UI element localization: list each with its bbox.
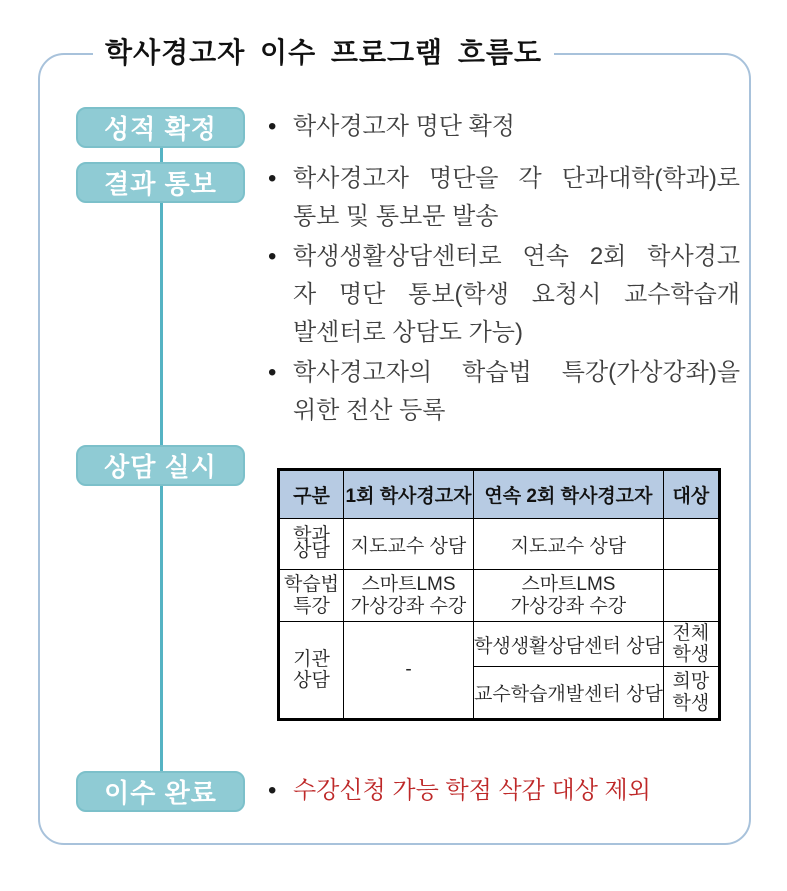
bullet-line: 학사경고자 명단을 각 단과대학(학과)로	[293, 165, 740, 192]
table-cell-second: 학생생활상담센터 상담	[474, 622, 664, 667]
bullet-list	[268, 108, 740, 430]
table-cell-second	[474, 570, 664, 622]
bullet-item	[268, 354, 740, 430]
table-cell-category	[279, 622, 344, 720]
stage-box-grade-confirmation	[76, 107, 245, 148]
bullet-dot-icon: •	[268, 359, 277, 386]
bullet-line: 학사경고자의 학습법 특강(가상강좌)을	[293, 359, 740, 386]
table-header-second-warning: 연속 2회 학사경고자	[474, 470, 664, 519]
bullet-item	[268, 108, 740, 146]
stage-label: 이수 완료	[104, 778, 217, 808]
table-cell-category	[279, 519, 344, 570]
bullet-dot-icon: •	[268, 243, 277, 270]
table-cell-target	[663, 519, 719, 570]
bullet-dot-icon: •	[268, 113, 277, 140]
table-cell-target	[663, 570, 719, 622]
table-header-target: 대상	[663, 470, 719, 519]
table-cell-second: 교수학습개발센터 상담	[474, 667, 664, 720]
stage-box-result-notification	[76, 162, 245, 203]
bullet-line: 자 명단 통보(학생 요청시 교수학습개	[293, 281, 740, 308]
completion-note	[268, 772, 651, 810]
cell-line: 특강	[293, 595, 330, 617]
cell-line: 학생	[672, 692, 710, 714]
cell-line: 전체	[672, 622, 710, 644]
table-cell-first: 지도교수 상담	[344, 519, 474, 570]
page-title: 학사경고자 이수 프로그램 흐름도	[93, 35, 554, 71]
bullet-item	[268, 238, 740, 352]
cell-line: 희망	[672, 671, 710, 693]
cell-line: 스마트LMS	[361, 574, 456, 596]
bullet-line: 위한 전산 등록	[293, 397, 446, 424]
stage-label: 결과 통보	[104, 169, 217, 199]
cell-line: 스마트LMS	[521, 574, 616, 596]
cell-line: 학과	[293, 525, 330, 547]
table-cell-second: 지도교수 상담	[474, 519, 664, 570]
bullet-line: 학사경고자 명단 확정	[293, 113, 515, 140]
table-cell-target	[663, 622, 719, 667]
bullet-line: 통보 및 통보문 발송	[293, 203, 499, 230]
table-cell-first: -	[344, 622, 474, 720]
bullet-dot-icon: •	[268, 777, 277, 804]
cell-line: 가상강좌 수강	[350, 595, 467, 617]
bullet-text	[293, 108, 740, 146]
counseling-table	[277, 468, 721, 721]
cell-line: 기관	[293, 648, 330, 670]
table-row-org-counsel-top	[279, 622, 720, 667]
cell-line: 학생	[672, 644, 710, 665]
stage-label: 상담 실시	[104, 452, 217, 482]
bullet-line: 발센터로 상담도 가능)	[293, 319, 523, 346]
stage-box-counseling	[76, 445, 245, 486]
cell-line: 가상강좌 수강	[510, 595, 627, 617]
bullet-text	[293, 354, 740, 430]
table-header-row	[279, 470, 720, 519]
table-header-category: 구분	[279, 470, 344, 519]
cell-line: 상담	[293, 670, 330, 691]
cell-line: 상담	[293, 540, 330, 561]
bullet-text	[293, 160, 740, 236]
stage-box-completion	[76, 771, 245, 812]
bullet-dot-icon: •	[268, 165, 277, 192]
table-row-dept-counsel	[279, 519, 720, 570]
cell-line: 학습법	[283, 574, 340, 596]
table-cell-first	[344, 570, 474, 622]
bullet-line: 학생생활상담센터로 연속 2회 학사경고	[293, 243, 740, 270]
stage-label: 성적 확정	[104, 114, 217, 144]
table-header-first-warning: 1회 학사경고자	[344, 470, 474, 519]
completion-note-text: 수강신청 가능 학점 삭감 대상 제외	[293, 777, 651, 804]
bullet-item	[268, 160, 740, 236]
table-cell-category	[279, 570, 344, 622]
bullet-text	[293, 238, 740, 352]
table-row-study-lecture	[279, 570, 720, 622]
counseling-table-container	[277, 468, 721, 721]
table-cell-target	[663, 667, 719, 720]
